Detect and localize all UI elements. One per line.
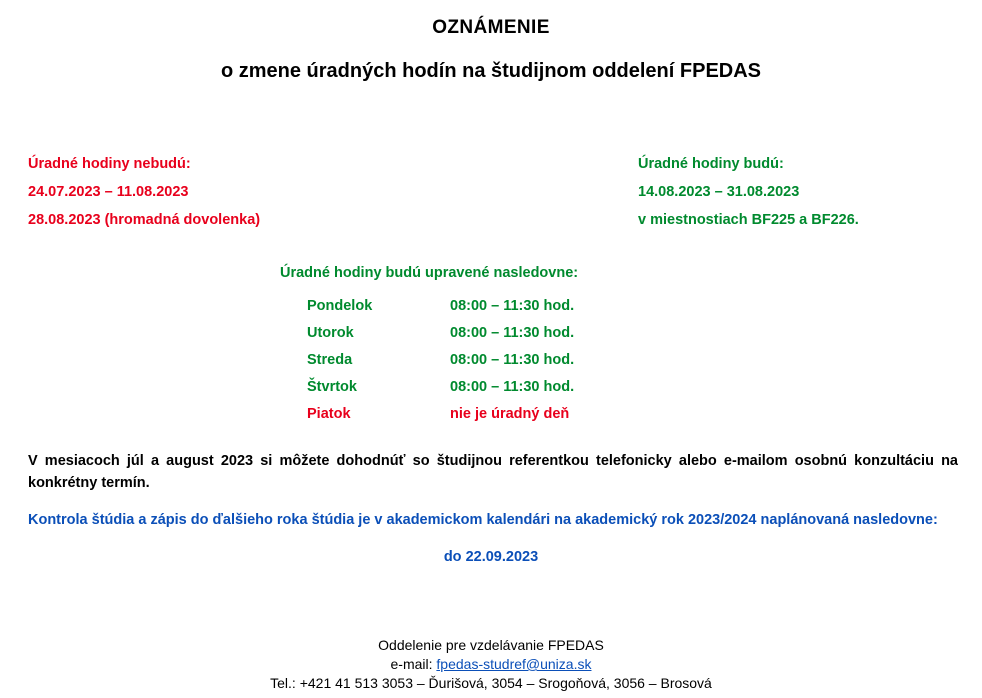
hours-day: Štvrtok (307, 378, 357, 395)
footer-phone: Tel.: +421 41 513 3053 – Ďurišová, 3054 – Srogoňová, 3056 – Brosová (270, 675, 712, 691)
closed-hours-block (28, 150, 448, 234)
closed-hours-range: 24.07.2023 – 11.08.2023 (28, 184, 189, 200)
footer-department: Oddelenie pre vzdelávanie FPEDAS (378, 637, 604, 653)
hours-time: 08:00 – 11:30 hod. (450, 378, 575, 395)
footer-email-label: e-mail: (390, 656, 437, 672)
open-hours-heading: Úradné hodiny budú: (638, 156, 784, 172)
table-row (307, 400, 680, 427)
hours-day: Streda (307, 351, 353, 368)
hours-table-heading: Úradné hodiny budú upravené nasledovne: (280, 265, 579, 281)
page-title: OZNÁMENIE (432, 17, 550, 38)
hours-time: 08:00 – 11:30 hod. (450, 351, 575, 368)
consultation-paragraph: V mesiacoch júl a august 2023 si môžete dohodnúť so študijnou referentkou telefonicky alebo e-mailom osobnú konzultáciu na konkrétny termín. (28, 453, 958, 491)
closed-hours-heading: Úradné hodiny nebudú: (28, 156, 191, 172)
hours-day: Utorok (307, 324, 354, 341)
table-row (307, 346, 680, 373)
hours-day: Pondelok (307, 297, 373, 314)
footer (0, 636, 982, 693)
closed-hours-vacation: 28.08.2023 (hromadná dovolenka) (28, 212, 261, 228)
page-subtitle: o zmene úradných hodín na študijnom oddelení FPEDAS (220, 60, 762, 82)
table-row (307, 292, 680, 319)
table-row (307, 373, 680, 400)
study-control-paragraph: Kontrola štúdia a zápis do ďalšieho roka štúdia je v akademickom kalendári na akademický rok 2023/2024 naplánovaná nasledovne: (28, 512, 938, 528)
open-hours-rooms: v miestnostiach BF225 a BF226. (638, 212, 859, 228)
open-hours-range: 14.08.2023 – 31.08.2023 (638, 184, 800, 200)
hours-time: 08:00 – 11:30 hod. (450, 297, 575, 314)
office-hours-table (307, 292, 680, 427)
footer-email-line (0, 655, 982, 674)
study-control-deadline: do 22.09.2023 (443, 549, 539, 565)
hours-time: 08:00 – 11:30 hod. (450, 324, 575, 341)
hours-time: nie je úradný deň (450, 405, 570, 422)
open-hours-block (638, 150, 968, 234)
table-row (307, 319, 680, 346)
hours-day: Piatok (307, 405, 351, 422)
footer-email-link[interactable]: fpedas-studref@uniza.sk (436, 656, 592, 672)
